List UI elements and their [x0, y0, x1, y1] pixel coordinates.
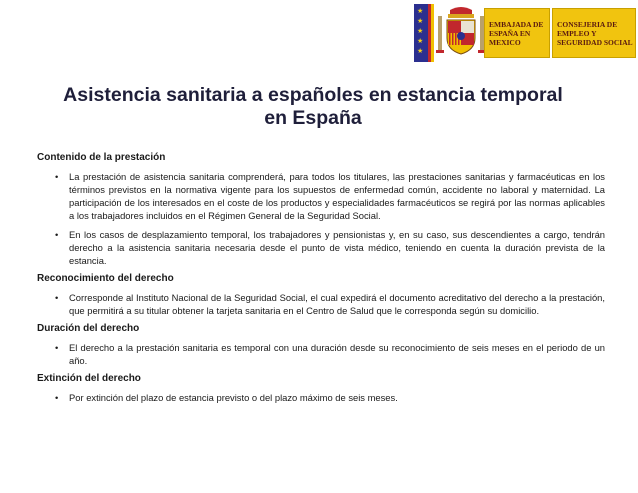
document-body — [37, 151, 605, 404]
list-item — [37, 341, 605, 367]
page-title-line-2: en España — [264, 107, 362, 129]
section-heading-reconocimiento: Reconocimiento del derecho — [37, 273, 174, 284]
list-item — [37, 291, 605, 317]
consejeria-label-box — [552, 8, 636, 58]
list-item-text: El derecho a la prestación sanitaria es temporal con una duración desde su reconocimiento de seis meses en el periodo de un año. — [69, 342, 605, 366]
bullet-icon: • — [55, 229, 59, 240]
bullet-icon: • — [55, 171, 59, 182]
page-title-line-1: Asistencia sanitaria a españoles en estancia temporal — [63, 84, 563, 106]
bullet-icon: • — [55, 292, 59, 303]
list-item — [37, 391, 605, 404]
section-list-extincion — [37, 391, 605, 404]
bullet-icon: • — [55, 342, 59, 353]
list-item — [37, 228, 605, 267]
consejeria-line-2: EMPLEO Y — [557, 28, 597, 38]
list-item — [37, 170, 605, 222]
embajada-line-2: ESPAÑA EN — [489, 28, 531, 38]
bullet-icon: • — [55, 392, 59, 403]
embajada-label-box — [484, 8, 550, 58]
section-list-reconocimiento — [37, 291, 605, 317]
embajada-line-3: MEXICO — [489, 37, 521, 47]
header-banner — [414, 4, 636, 62]
coat-of-arms-icon — [434, 6, 488, 60]
embajada-line-1: EMBAJADA DE — [489, 19, 544, 29]
consejeria-line-3: SEGURIDAD SOCIAL — [557, 37, 633, 47]
consejeria-line-1: CONSEJERIA DE — [557, 19, 618, 29]
list-item-text: Corresponde al Instituto Nacional de la Seguridad Social, el cual expedirá el documento acreditativo del derecho a la prestación, que permitirá a su titular obtener la tarjeta sanitaria en el Centro de Salud que le corresponda según su domicilio. — [69, 292, 605, 316]
list-item-text: La prestación de asistencia sanitaria comprenderá, para todos los titulares, las prestaciones sanitarias y farmacéuticas en los términos previstos en la normativa vigente para los supuestos de enfermedad común, accidente no laboral y maternidad. La participación de los interesados en el coste de los productos y especialidades farmacéuticos se regirá por las normas aplicables a los trabajadores incluidos en el Régimen General de la Seguridad Social. — [69, 171, 605, 221]
page-title — [20, 84, 606, 130]
section-list-duracion — [37, 341, 605, 367]
list-item-text: Por extinción del plazo de estancia previsto o del plazo máximo de seis meses. — [69, 392, 398, 403]
section-heading-extincion: Extinción del derecho — [37, 373, 141, 384]
list-item-text: En los casos de desplazamiento temporal, los trabajadores y pensionistas y, en su caso, sus descendientes a cargo, tendrán derecho a la asistencia sanitaria necesaria desde el punto de vista médico, teniendo en cuenta la duración prevista de la estancia. — [69, 229, 605, 266]
section-list-contenido — [37, 170, 605, 267]
section-heading-contenido: Contenido de la prestación — [37, 152, 166, 163]
section-heading-duracion: Duración del derecho — [37, 323, 140, 334]
eu-flag-strip: ★ ★ ★ ★ ★ — [414, 4, 428, 62]
